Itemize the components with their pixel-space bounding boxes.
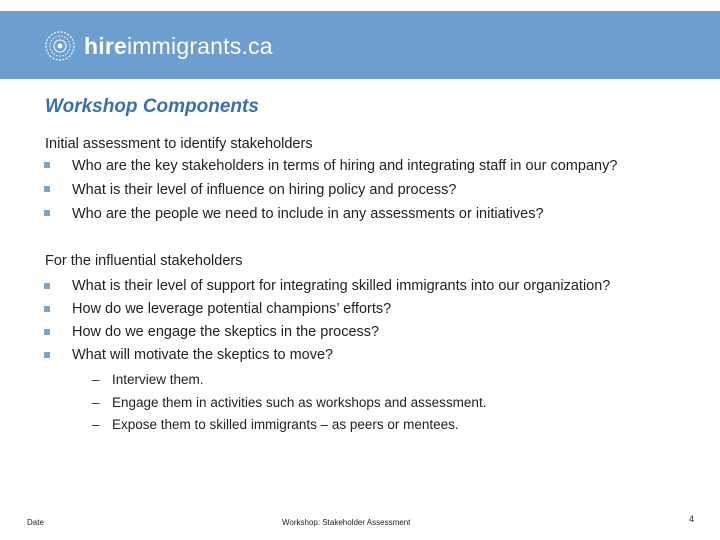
list-item: What will motivate the skeptics to move? xyxy=(72,347,334,363)
list-item: How do we leverage potential champions’ efforts? xyxy=(72,301,392,317)
brand-logo xyxy=(84,30,273,62)
list-item: What is their level of influence on hiring policy and process? xyxy=(72,182,457,198)
section-heading: For the influential stakeholders xyxy=(45,253,243,269)
list-item: What is their level of support for integrating skilled immigrants into our organization? xyxy=(72,278,611,294)
bullet-icon xyxy=(44,283,50,289)
dash-bullet: – xyxy=(92,395,100,410)
dash-bullet: – xyxy=(92,372,100,387)
bullet-icon xyxy=(44,162,50,168)
bullet-icon xyxy=(44,306,50,312)
section-heading: Initial assessment to identify stakeholders xyxy=(45,136,313,152)
list-item: How do we engage the skeptics in the process? xyxy=(72,324,380,340)
dash-bullet: – xyxy=(92,417,100,432)
bullet-icon xyxy=(44,329,50,335)
brand-rest: immigrants.ca xyxy=(126,33,273,59)
sub-list-item: Expose them to skilled immigrants – as peers or mentees. xyxy=(112,417,459,432)
globe-icon xyxy=(44,30,76,62)
sub-list-item: Interview them. xyxy=(112,372,204,387)
bullet-icon xyxy=(44,210,50,216)
footer-title: Workshop: Stakeholder Assessment xyxy=(282,518,411,527)
page-title: Workshop Components xyxy=(45,96,259,117)
brand-bold: hire xyxy=(84,33,127,59)
bullet-icon xyxy=(44,186,50,192)
list-item: Who are the people we need to include in any assessments or initiatives? xyxy=(72,206,544,222)
page-number: 4 xyxy=(689,514,695,524)
sub-list-item: Engage them in activities such as workshops and assessment. xyxy=(112,395,487,410)
list-item: Who are the key stakeholders in terms of hiring and integrating staff in our company? xyxy=(72,158,618,174)
footer-date: Date xyxy=(27,518,44,527)
bullet-icon xyxy=(44,352,50,358)
